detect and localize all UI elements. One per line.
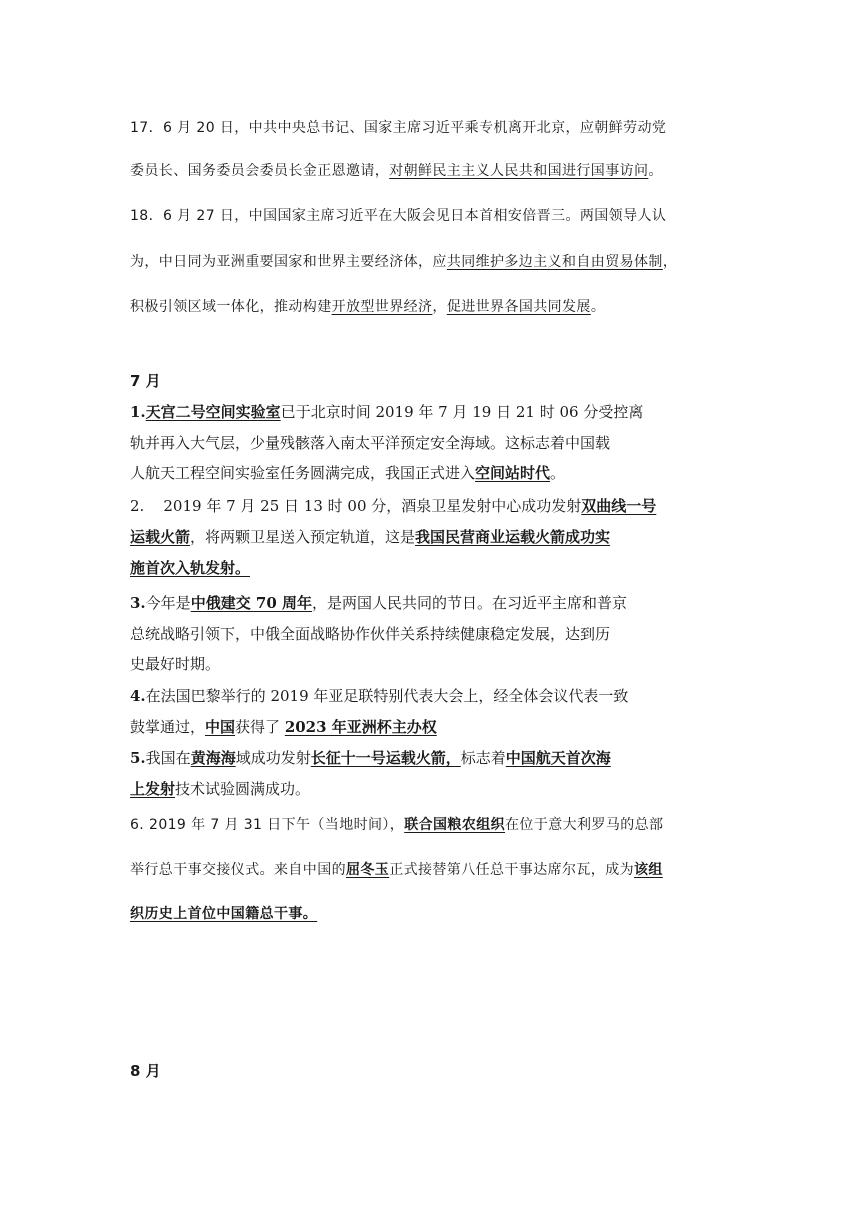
item-17-line-2 (130, 164, 663, 178)
underlined-text: 我国民营商业运载火箭成功实 (415, 528, 611, 546)
text: ， (432, 299, 447, 315)
july-item-1-line-3 (130, 466, 565, 481)
text: 。 (550, 464, 566, 482)
underlined-text: 该组 (634, 862, 663, 878)
july-item-5-line-2 (130, 782, 310, 797)
text: 获得了 (235, 718, 285, 736)
text: 。 (648, 163, 663, 179)
underlined-text: 对朝鲜民主主义人民共和国进行国事访问 (389, 163, 649, 179)
month-heading-august: 8 月 (130, 1062, 161, 1080)
july-item-2-line-3 (130, 561, 250, 576)
underlined-text: 中俄建交 70 周年 (190, 594, 313, 612)
item-number: 1. (130, 403, 146, 421)
underlined-text: 上发射 (130, 780, 176, 798)
underlined-text: 联合国粮农组织 (404, 817, 506, 833)
text: ，将两颗卫星送入预定轨道，这是 (190, 528, 416, 546)
july-item-1-line-1 (130, 405, 643, 420)
underlined-text: 共同维护多边主义和自由贸易体制 (446, 254, 663, 270)
text: 。 (590, 299, 606, 315)
item-18-line-2 (130, 255, 677, 269)
text: 标志着 (460, 749, 506, 767)
text: 委员长、国务委员会委员长金正恩邀请， (130, 163, 390, 179)
underlined-text: 黄海海 (190, 749, 236, 767)
july-item-5-line-1 (130, 751, 611, 766)
text: 正式接替第八任总干事达席尔瓦，成为 (389, 862, 635, 878)
item-number: 5. (130, 749, 146, 767)
item-number: 3. (130, 594, 146, 612)
july-item-6-line-3 (130, 907, 323, 921)
text: 在位于意大利罗马的总部 (505, 817, 664, 833)
underlined-text: 开放型世界经济 (331, 299, 433, 315)
item-18-line-3 (130, 300, 605, 314)
july-item-3-line-3: 史最好时期。 (130, 655, 221, 673)
underlined-text: 施首次入轨发射。 (130, 559, 251, 577)
text: 今年是 (145, 594, 191, 612)
underlined-text: 促进世界各国共同发展 (446, 299, 591, 315)
text: ， (662, 254, 678, 270)
item-number: 4. (130, 687, 146, 705)
underlined-text: 织历史上首位中国籍总干事。 (130, 906, 318, 922)
text: 举行总干事交接仪式。来自中国的 (130, 862, 346, 878)
july-item-6-line-1 (130, 818, 663, 832)
text: 技术试验圆满成功。 (175, 780, 311, 798)
text: 2. 2019 年 7 月 25 日 13 时 00 分，酒泉卫星发射中心成功发射 (130, 497, 582, 515)
july-item-4-line-2 (130, 720, 437, 735)
text: 6. 2019 年 7 月 31 日下午（当地时间）， (130, 817, 405, 833)
underlined-text: 长征十一号运载火箭， (310, 749, 461, 767)
text: 域成功发射 (235, 749, 311, 767)
underlined-text: 中国 (205, 718, 236, 736)
underlined-text: 空间站时代 (475, 464, 551, 482)
july-item-2-line-1 (130, 499, 656, 514)
text: 在法国巴黎举行的 2019 年亚足联特别代表大会上，经全体会议代表一致 (145, 687, 629, 705)
july-item-1-line-2: 轨并再入大气层，少量残骸落入南太平洋预定安全海域。这标志着中国载 (130, 434, 611, 452)
text: 为，中日同为亚洲重要国家和世界主要经济体，应 (130, 254, 447, 270)
underlined-text: 双曲线一号 (581, 497, 657, 515)
july-item-3-line-1 (130, 596, 627, 611)
july-item-4-line-1 (130, 689, 628, 704)
july-item-3-line-2: 总统战略引领下，中俄全面战略协作伙伴关系持续健康稳定发展，达到历 (130, 625, 611, 643)
text: 鼓掌通过， (130, 718, 206, 736)
text: 我国在 (145, 749, 191, 767)
underlined-text: 天宫二号空间实验室 (145, 403, 281, 421)
month-heading-july: 7 月 (130, 372, 161, 390)
text: ，是两国人民共同的节日。在习近平主席和普京 (312, 594, 628, 612)
item-17-line-1: 17．6 月 20 日，中共中央总书记、国家主席习近平乘专机离开北京，应朝鲜劳动党 (130, 120, 667, 136)
item-18-line-1: 18．6 月 27 日，中国国家主席习近平在大阪会见日本首相安倍晋三。两国领导人认 (130, 208, 667, 224)
july-item-2-line-2 (130, 530, 610, 545)
underlined-text: 运载火箭 (130, 528, 191, 546)
text: 人航天工程空间实验室任务圆满完成，我国正式进入 (130, 464, 476, 482)
underlined-text: 中国航天首次海 (505, 749, 611, 767)
underlined-text: 2023 年亚洲杯主办权 (284, 718, 437, 736)
text: 积极引领区域一体化，推动构建 (130, 299, 332, 315)
july-item-6-line-2 (130, 863, 663, 877)
text: 已于北京时间 2019 年 7 月 19 日 21 时 06 分受控离 (280, 403, 644, 421)
underlined-text: 屈冬玉 (346, 862, 390, 878)
